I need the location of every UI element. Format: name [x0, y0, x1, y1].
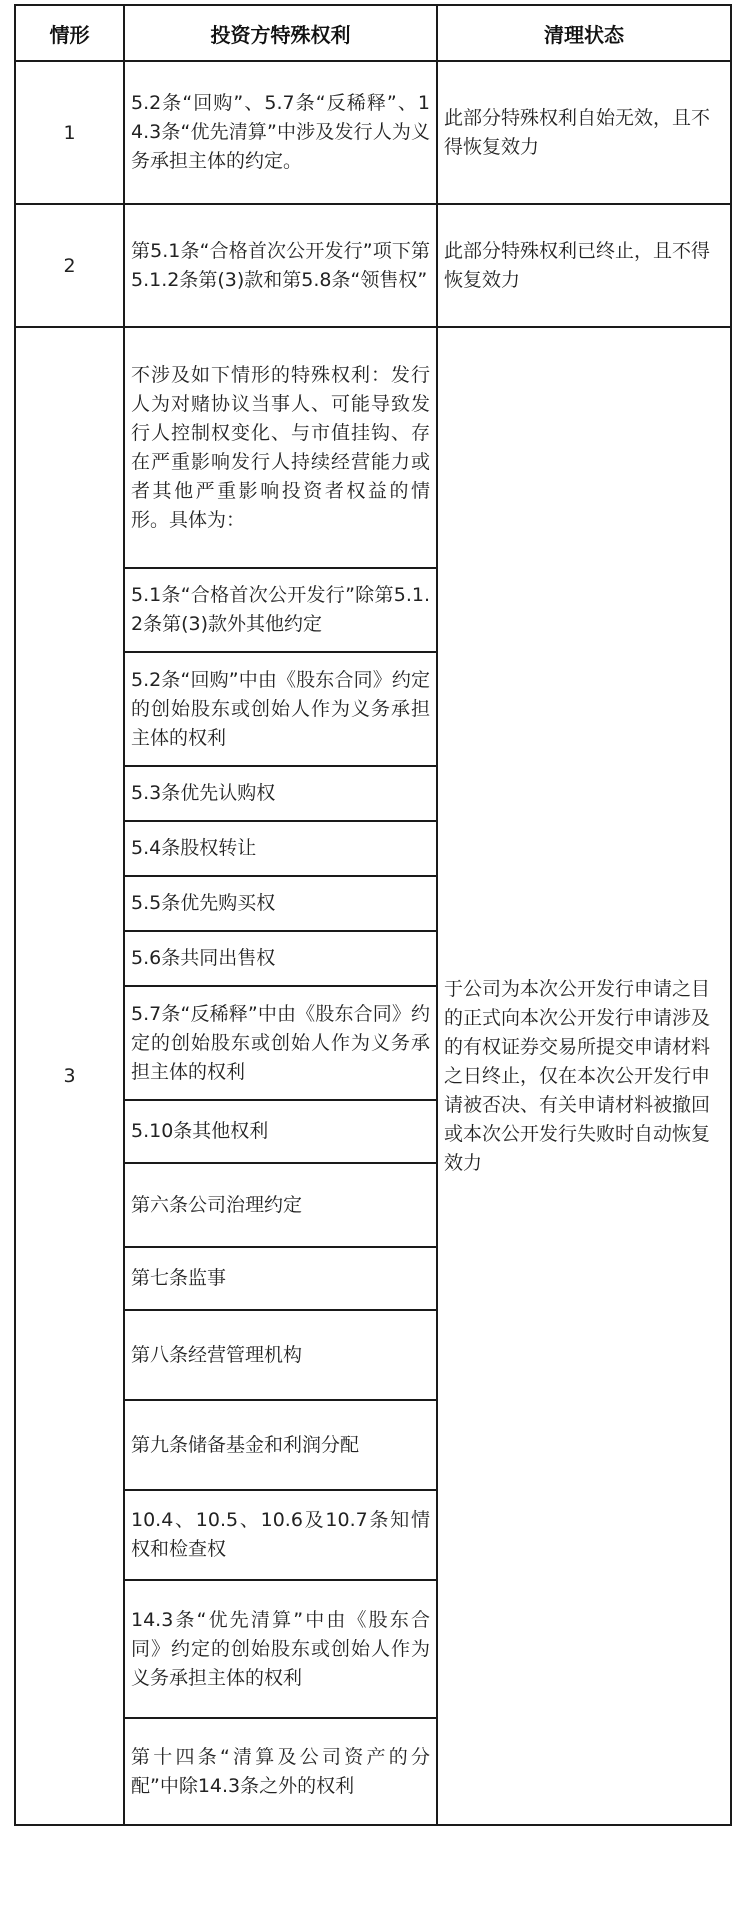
header-row: [15, 5, 731, 61]
table-row: [15, 327, 731, 568]
rights-cell: 5.7条“反稀释”中由《股东合同》约定的创始股东或创始人作为义务承担主体的权利: [124, 986, 437, 1100]
rights-cell: 第七条监事: [124, 1247, 437, 1310]
rights-cell: 第九条储备基金和利润分配: [124, 1400, 437, 1490]
case-number: 1: [15, 61, 124, 204]
rights-cell: 10.4、10.5、10.6及10.7条知情权和检查权: [124, 1490, 437, 1580]
rights-cell: 第六条公司治理约定: [124, 1163, 437, 1247]
header-rights: 投资方特殊权利: [124, 5, 437, 61]
rights-cell: 第5.1条“合格首次公开发行”项下第5.1.2条第(3)款和第5.8条“领售权”: [124, 204, 437, 327]
rights-cell: 第十四条“清算及公司资产的分配”中除14.3条之外的权利: [124, 1718, 437, 1825]
rights-cell: 5.1条“合格首次公开发行”除第5.1.2条第(3)款外其他约定: [124, 568, 437, 652]
table-row: [15, 61, 731, 204]
status-cell: 于公司为本次公开发行申请之目的正式向本次公开发行申请涉及的有权证券交易所提交申请材料之日终止，仅在本次公开发行申请被否决、有关申请材料被撤回或本次公开发行失败时自动恢复效力: [437, 327, 731, 1825]
table-row: [15, 204, 731, 327]
rights-cell: 5.5条优先购买权: [124, 876, 437, 931]
rights-cell: 5.10条其他权利: [124, 1100, 437, 1163]
rights-cell: 14.3条“优先清算”中由《股东合同》约定的创始股东或创始人作为义务承担主体的权利: [124, 1580, 437, 1718]
header-status: 清理状态: [437, 5, 731, 61]
rights-cell: 5.6条共同出售权: [124, 931, 437, 986]
header-case: 情形: [15, 5, 124, 61]
rights-cell: 第八条经营管理机构: [124, 1310, 437, 1400]
special-rights-table: [14, 4, 732, 1826]
status-cell: 此部分特殊权利已终止，且不得恢复效力: [437, 204, 731, 327]
rights-cell: 5.4条股权转让: [124, 821, 437, 876]
case-number: 2: [15, 204, 124, 327]
rights-cell: 不涉及如下情形的特殊权利：发行人为对赌协议当事人、可能导致发行人控制权变化、与市值挂钩、存在严重影响发行人持续经营能力或者其他严重影响投资者权益的情形。具体为：: [124, 327, 437, 568]
rights-cell: 5.2条“回购”中由《股东合同》约定的创始股东或创始人作为义务承担主体的权利: [124, 652, 437, 766]
status-cell: 此部分特殊权利自始无效，且不得恢复效力: [437, 61, 731, 204]
case-number: 3: [15, 327, 124, 1825]
rights-cell: 5.3条优先认购权: [124, 766, 437, 821]
rights-cell: 5.2条“回购”、5.7条“反稀释”、14.3条“优先清算”中涉及发行人为义务承担主体的约定。: [124, 61, 437, 204]
